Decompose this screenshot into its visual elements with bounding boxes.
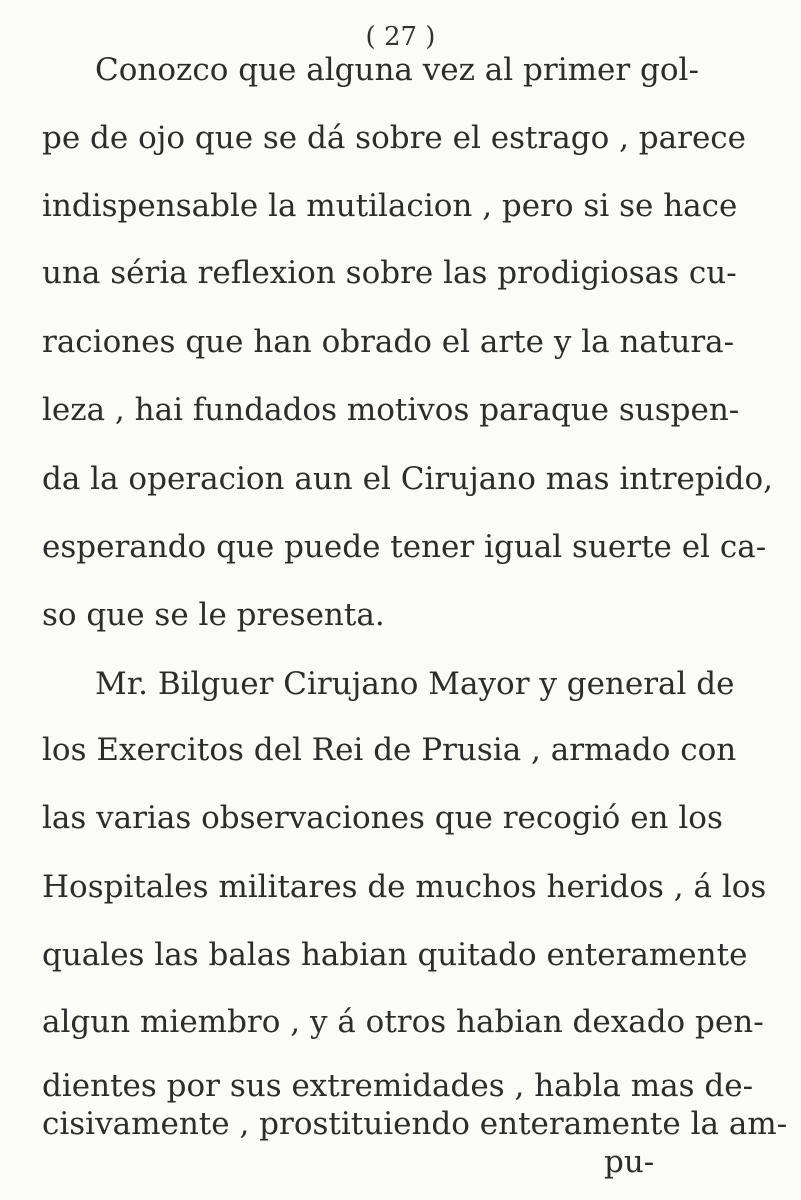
text-line-15: algun miembro , y á otros habian dexado pen- (42, 1004, 764, 1040)
text-line-4: una séria reflexion sobre las prodigiosas cu- (42, 255, 737, 291)
text-line-3: indispensable la mutilacion , pero si se hace (42, 188, 738, 224)
page-number: ( 27 ) (365, 22, 436, 52)
text-line-8: esperando que puede tener igual suerte el ca- (42, 529, 767, 565)
text-line-5: raciones que han obrado el arte y la natura- (42, 324, 735, 360)
text-line-7: da la operacion aun el Cirujano mas intrepido, (42, 461, 773, 497)
text-line-9: so que se le presenta. (42, 597, 385, 633)
catchword: pu- (604, 1144, 655, 1180)
text-line-12: las varias observaciones que recogió en los (42, 800, 723, 836)
text-line-6: leza , hai fundados motivos paraque suspen- (42, 392, 740, 428)
text-line-16: dientes por sus extremidades , habla mas de- (42, 1068, 754, 1104)
text-line-10: Mr. Bilguer Cirujano Mayor y general de (95, 666, 735, 702)
text-line-17: cisivamente , prostituiendo enteramente la am- (42, 1106, 788, 1142)
text-line-1: Conozco que alguna vez al primer gol- (95, 52, 699, 88)
text-line-2: pe de ojo que se dá sobre el estrago , parece (42, 120, 747, 156)
text-line-13: Hospitales militares de muchos heridos , á los (42, 869, 767, 905)
text-line-11: los Exercitos del Rei de Prusia , armado con (42, 732, 737, 768)
text-line-14: quales las balas habian quitado enteramente (42, 937, 748, 973)
